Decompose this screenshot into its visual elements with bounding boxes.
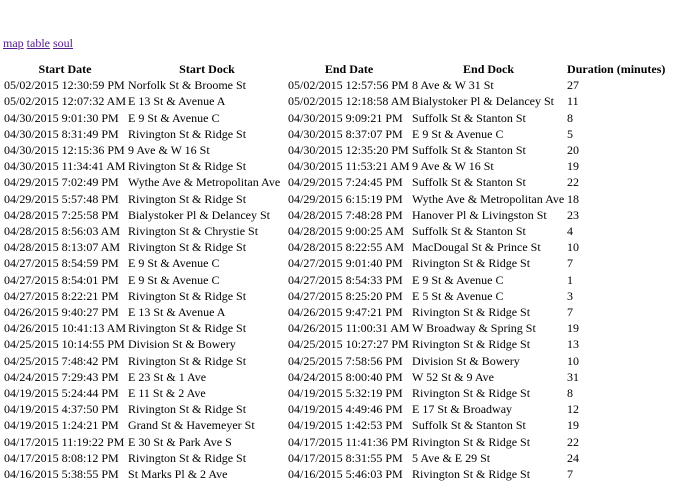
cell-end-date: 04/30/2015 12:35:20 PM [288,143,409,158]
cell-end-date: 04/19/2015 5:32:19 PM [288,386,403,401]
cell-end-dock: Rivington St & Ridge St [412,337,531,352]
table-row [4,272,665,288]
cell-start-dock: Bialystoker Pl & Delancey St [128,207,270,222]
cell-start-date: 04/30/2015 12:15:36 PM [4,143,125,158]
cell-end-date: 04/30/2015 9:09:21 PM [288,110,403,125]
table-row [4,126,665,142]
cell-end-dock: 5 Ave & E 29 St [412,450,491,465]
cell-duration: 3 [567,288,574,303]
cell-duration: 7 [567,256,574,271]
cell-start-dock: Rivington St & Ridge St [128,288,247,303]
cell-end-dock: Division St & Bowery [412,353,520,368]
header-end-date: End Date [324,62,374,76]
cell-end-dock: Wythe Ave & Metropolitan Ave [412,191,565,206]
cell-start-dock: 9 Ave & W 16 St [128,143,210,158]
cell-end-date: 04/28/2015 9:00:25 AM [288,224,405,239]
cell-start-date: 04/19/2015 1:24:21 PM [4,418,119,433]
cell-end-dock: 8 Ave & W 31 St [412,78,494,93]
nav-link-map[interactable]: map [3,36,24,50]
table-row [4,304,665,320]
cell-end-dock: 9 Ave & W 16 St [412,159,494,174]
cell-start-dock: E 13 St & Avenue A [128,94,226,109]
table-row [4,417,665,433]
cell-end-date: 04/24/2015 8:00:40 PM [288,369,403,384]
cell-duration: 19 [567,159,580,174]
table-row [4,93,665,109]
cell-end-dock: Suffolk St & Stanton St [412,175,526,190]
cell-start-date: 04/17/2015 8:08:12 PM [4,450,119,465]
cell-start-date: 04/17/2015 11:19:22 PM [4,434,125,449]
cell-start-date: 04/19/2015 4:37:50 PM [4,402,119,417]
cell-start-date: 04/25/2015 10:14:55 PM [4,337,125,352]
cell-duration: 24 [567,450,580,465]
table-row [4,110,665,126]
cell-end-dock: Rivington St & Ridge St [412,434,531,449]
cell-start-date: 04/29/2015 7:02:49 PM [4,175,119,190]
cell-start-dock: E 9 St & Avenue C [128,256,220,271]
cell-start-dock: Rivington St & Ridge St [128,450,247,465]
cell-end-dock: W Broadway & Spring St [412,321,536,336]
cell-duration: 10 [567,240,580,255]
cell-start-dock: Rivington St & Ridge St [128,321,247,336]
cell-duration: 23 [567,207,580,222]
cell-end-date: 05/02/2015 12:57:56 PM [288,78,409,93]
cell-duration: 13 [567,337,580,352]
cell-duration: 12 [567,402,580,417]
table-row [4,207,665,223]
table-row [4,223,665,239]
cell-end-date: 04/27/2015 9:01:40 PM [288,256,403,271]
cell-duration: 1 [567,272,574,287]
cell-start-date: 04/27/2015 8:22:21 PM [4,288,119,303]
cell-end-dock: E 9 St & Avenue C [412,126,504,141]
cell-end-date: 04/29/2015 6:15:19 PM [288,191,403,206]
nav-bar [3,36,73,50]
cell-start-dock: Grand St & Havemeyer St [128,418,255,433]
table-row [4,466,665,482]
cell-end-dock: Suffolk St & Stanton St [412,110,526,125]
cell-end-date: 04/30/2015 11:53:21 AM [288,159,410,174]
cell-start-dock: Rivington St & Ridge St [128,240,247,255]
table-row [4,434,665,450]
table-row [4,288,665,304]
cell-end-dock: Rivington St & Ridge St [412,305,531,320]
cell-end-dock: Bialystoker Pl & Delancey St [412,94,555,109]
nav-link-table[interactable]: table [26,36,50,50]
cell-end-date: 04/17/2015 8:31:55 PM [288,450,403,465]
cell-start-dock: E 11 St & 2 Ave [128,386,206,401]
cell-duration: 22 [567,434,580,449]
cell-duration: 5 [567,126,574,141]
cell-duration: 8 [567,386,574,401]
cell-end-date: 04/16/2015 5:46:03 PM [288,467,403,482]
table-body [4,77,665,482]
table-row [4,336,665,352]
cell-end-date: 04/25/2015 7:58:56 PM [288,353,403,368]
table-row [4,255,665,271]
cell-end-date: 04/27/2015 8:25:20 PM [288,288,403,303]
cell-end-dock: Rivington St & Ridge St [412,467,531,482]
cell-start-date: 04/28/2015 7:25:58 PM [4,207,119,222]
cell-start-dock: St Marks Pl & 2 Ave [128,467,228,482]
cell-start-date: 04/27/2015 8:54:59 PM [4,256,119,271]
cell-end-dock: W 52 St & 9 Ave [412,369,494,384]
cell-duration: 8 [567,110,574,125]
cell-duration: 27 [567,78,580,93]
header-start-date: Start Date [38,62,92,76]
cell-end-dock: Suffolk St & Stanton St [412,143,526,158]
cell-start-date: 04/30/2015 9:01:30 PM [4,110,119,125]
table-row [4,174,665,190]
header-duration: Duration (minutes) [567,62,666,76]
cell-end-dock: MacDougal St & Prince St [412,240,541,255]
cell-duration: 4 [567,224,574,239]
cell-end-date: 04/28/2015 8:22:55 AM [288,240,405,255]
nav-link-soul[interactable]: soul [53,36,74,50]
cell-duration: 31 [567,369,580,384]
table-header-row [4,61,665,77]
cell-start-dock: E 30 St & Park Ave S [128,434,232,449]
table-row [4,369,665,385]
cell-start-dock: Rivington St & Ridge St [128,191,247,206]
table-row [4,320,665,336]
cell-end-date: 04/29/2015 7:24:45 PM [288,175,403,190]
cell-start-date: 04/27/2015 8:54:01 PM [4,272,119,287]
cell-start-dock: E 23 St & 1 Ave [128,369,207,384]
cell-start-date: 04/30/2015 8:31:49 PM [4,126,119,141]
cell-start-date: 04/24/2015 7:29:43 PM [4,369,119,384]
table-row [4,385,665,401]
cell-duration: 19 [567,321,580,336]
cell-start-dock: Rivington St & Ridge St [128,159,247,174]
cell-end-date: 04/19/2015 4:49:46 PM [288,402,403,417]
cell-start-dock: Rivington St & Ridge St [128,126,247,141]
cell-start-dock: Wythe Ave & Metropolitan Ave [128,175,281,190]
cell-duration: 18 [567,191,580,206]
rides-table [2,61,667,482]
cell-start-date: 05/02/2015 12:30:59 PM [4,78,125,93]
table-row [4,239,665,255]
cell-end-dock: E 9 St & Avenue C [412,272,504,287]
cell-start-date: 04/16/2015 5:38:55 PM [4,467,119,482]
cell-end-date: 04/19/2015 1:42:53 PM [288,418,403,433]
cell-start-dock: Rivington St & Chrystie St [128,224,259,239]
cell-end-date: 05/02/2015 12:18:58 AM [288,94,411,109]
table-row [4,158,665,174]
cell-duration: 19 [567,418,580,433]
table-row [4,191,665,207]
table-row [4,142,665,158]
cell-duration: 22 [567,175,580,190]
cell-start-dock: Division St & Bowery [128,337,236,352]
cell-end-dock: Suffolk St & Stanton St [412,224,526,239]
cell-start-dock: Rivington St & Ridge St [128,353,247,368]
table-row [4,353,665,369]
cell-end-date: 04/26/2015 11:00:31 AM [288,321,410,336]
cell-end-date: 04/28/2015 7:48:28 PM [288,207,403,222]
cell-end-dock: E 17 St & Broadway [412,402,513,417]
cell-duration: 20 [567,143,580,158]
cell-start-date: 04/19/2015 5:24:44 PM [4,386,119,401]
cell-start-date: 04/28/2015 8:56:03 AM [4,224,121,239]
cell-start-date: 04/28/2015 8:13:07 AM [4,240,121,255]
cell-start-date: 04/30/2015 11:34:41 AM [4,159,126,174]
cell-start-dock: E 9 St & Avenue C [128,272,220,287]
cell-duration: 11 [567,94,579,109]
table-row [4,77,665,93]
cell-end-date: 04/25/2015 10:27:27 PM [288,337,409,352]
header-end-dock: End Dock [463,62,515,76]
cell-start-dock: E 9 St & Avenue C [128,110,220,125]
cell-end-date: 04/27/2015 8:54:33 PM [288,272,403,287]
cell-start-date: 05/02/2015 12:07:32 AM [4,94,127,109]
header-start-dock: Start Dock [179,62,235,76]
cell-start-date: 04/29/2015 5:57:48 PM [4,191,119,206]
cell-start-dock: Norfolk St & Broome St [128,78,247,93]
cell-end-dock: Rivington St & Ridge St [412,256,531,271]
cell-duration: 10 [567,353,580,368]
cell-end-dock: Suffolk St & Stanton St [412,418,526,433]
cell-end-dock: E 5 St & Avenue C [412,288,504,303]
cell-start-date: 04/26/2015 9:40:27 PM [4,305,119,320]
cell-end-date: 04/30/2015 8:37:07 PM [288,126,403,141]
cell-end-dock: Hanover Pl & Livingston St [412,207,547,222]
cell-duration: 7 [567,305,574,320]
cell-duration: 7 [567,467,574,482]
cell-end-dock: Rivington St & Ridge St [412,386,531,401]
cell-start-date: 04/25/2015 7:48:42 PM [4,353,119,368]
table-row [4,401,665,417]
cell-end-date: 04/17/2015 11:41:36 PM [288,434,409,449]
cell-start-date: 04/26/2015 10:41:13 AM [4,321,127,336]
cell-end-date: 04/26/2015 9:47:21 PM [288,305,403,320]
cell-start-dock: Rivington St & Ridge St [128,402,247,417]
cell-start-dock: E 13 St & Avenue A [128,305,226,320]
table-row [4,450,665,466]
